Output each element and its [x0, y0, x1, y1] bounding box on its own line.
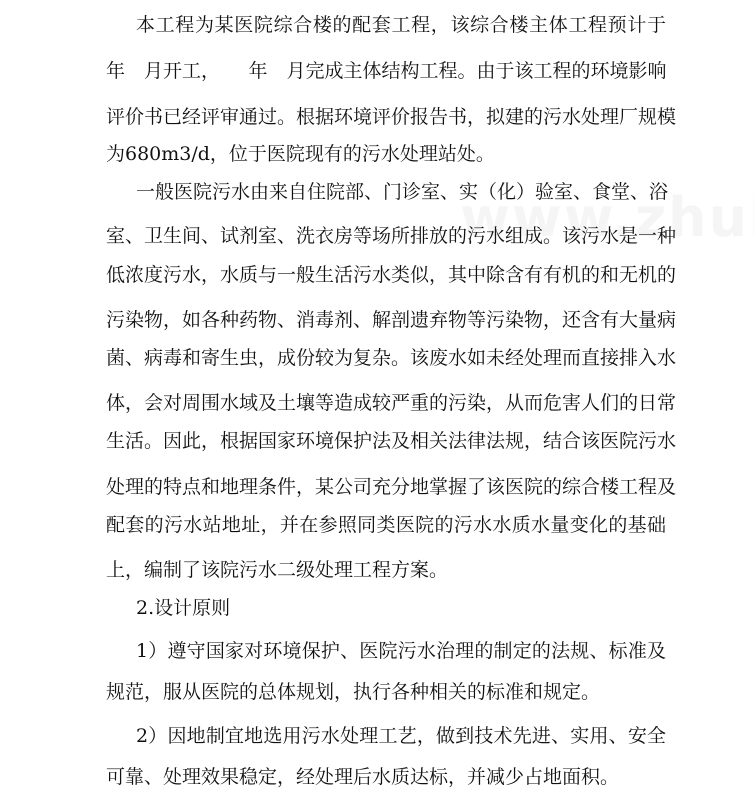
paragraph-2-line-2: 室、卫生间、试剂室、洗衣房等场所排放的污水组成。该污水是一种 [106, 225, 677, 247]
principle-1-line-1: 1）遵守国家对环境保护、医院污水治理的制定的法规、标准及 [136, 640, 666, 662]
paragraph-2-line-8: 处理的特点和地理条件，某公司充分地掌握了该医院的综合楼工程及 [106, 476, 677, 498]
principle-2-line-2: 可靠、处理效果稳定，经处理后水质达标，并减少占地面积。 [106, 766, 620, 788]
paragraph-2-line-5: 菌、病毒和寄生虫，成份较为复杂。该废水如未经处理而直接排入水 [106, 347, 677, 369]
paragraph-2-line-3: 低浓度污水，水质与一般生活污水类似，其中除含有有机的和无机的 [106, 264, 677, 286]
principle-2-line-1: 2）因地制宜地选用污水处理工艺，做到技术先进、实用、安全 [136, 725, 666, 747]
principle-1-line-2: 规范，服从医院的总体规划，执行各种相关的标准和规定。 [106, 681, 601, 703]
paragraph-2-line-1: 一般医院污水由来自住院部、门诊室、实（化）验室、食堂、浴 [136, 181, 669, 203]
section-heading-design-principles: 2.设计原则 [136, 597, 231, 619]
paragraph-1-line-3: 评价书已经评审通过。根据环境评价报告书，拟建的污水处理厂规模 [106, 106, 677, 128]
paragraph-2-line-6: 体，会对周围水域及土壤等造成较严重的污染，从而危害人们的日常 [106, 392, 677, 414]
paragraph-2-line-9: 配套的污水站地址，并在参照同类医院的污水水质水量变化的基础 [106, 514, 666, 536]
paragraph-2-line-10: 上，编制了该院污水二级处理工程方案。 [106, 559, 449, 581]
paragraph-2-line-7: 生活。因此，根据国家环境保护法及相关法律法规，结合该医院污水 [106, 430, 677, 452]
paragraph-1-line-4: 为680m3/d，位于医院现有的污水处理站处。 [106, 143, 495, 165]
paragraph-2-line-4: 污染物，如各种药物、消毒剂、解剖遗弃物等污染物，还含有大量病 [106, 309, 677, 331]
paragraph-1-line-2: 年 月开工， 年 月完成主体结构工程。由于该工程的环境影响 [106, 60, 667, 82]
paragraph-1-line-1: 本工程为某医院综合楼的配套工程，该综合楼主体工程预计于 [136, 14, 666, 36]
